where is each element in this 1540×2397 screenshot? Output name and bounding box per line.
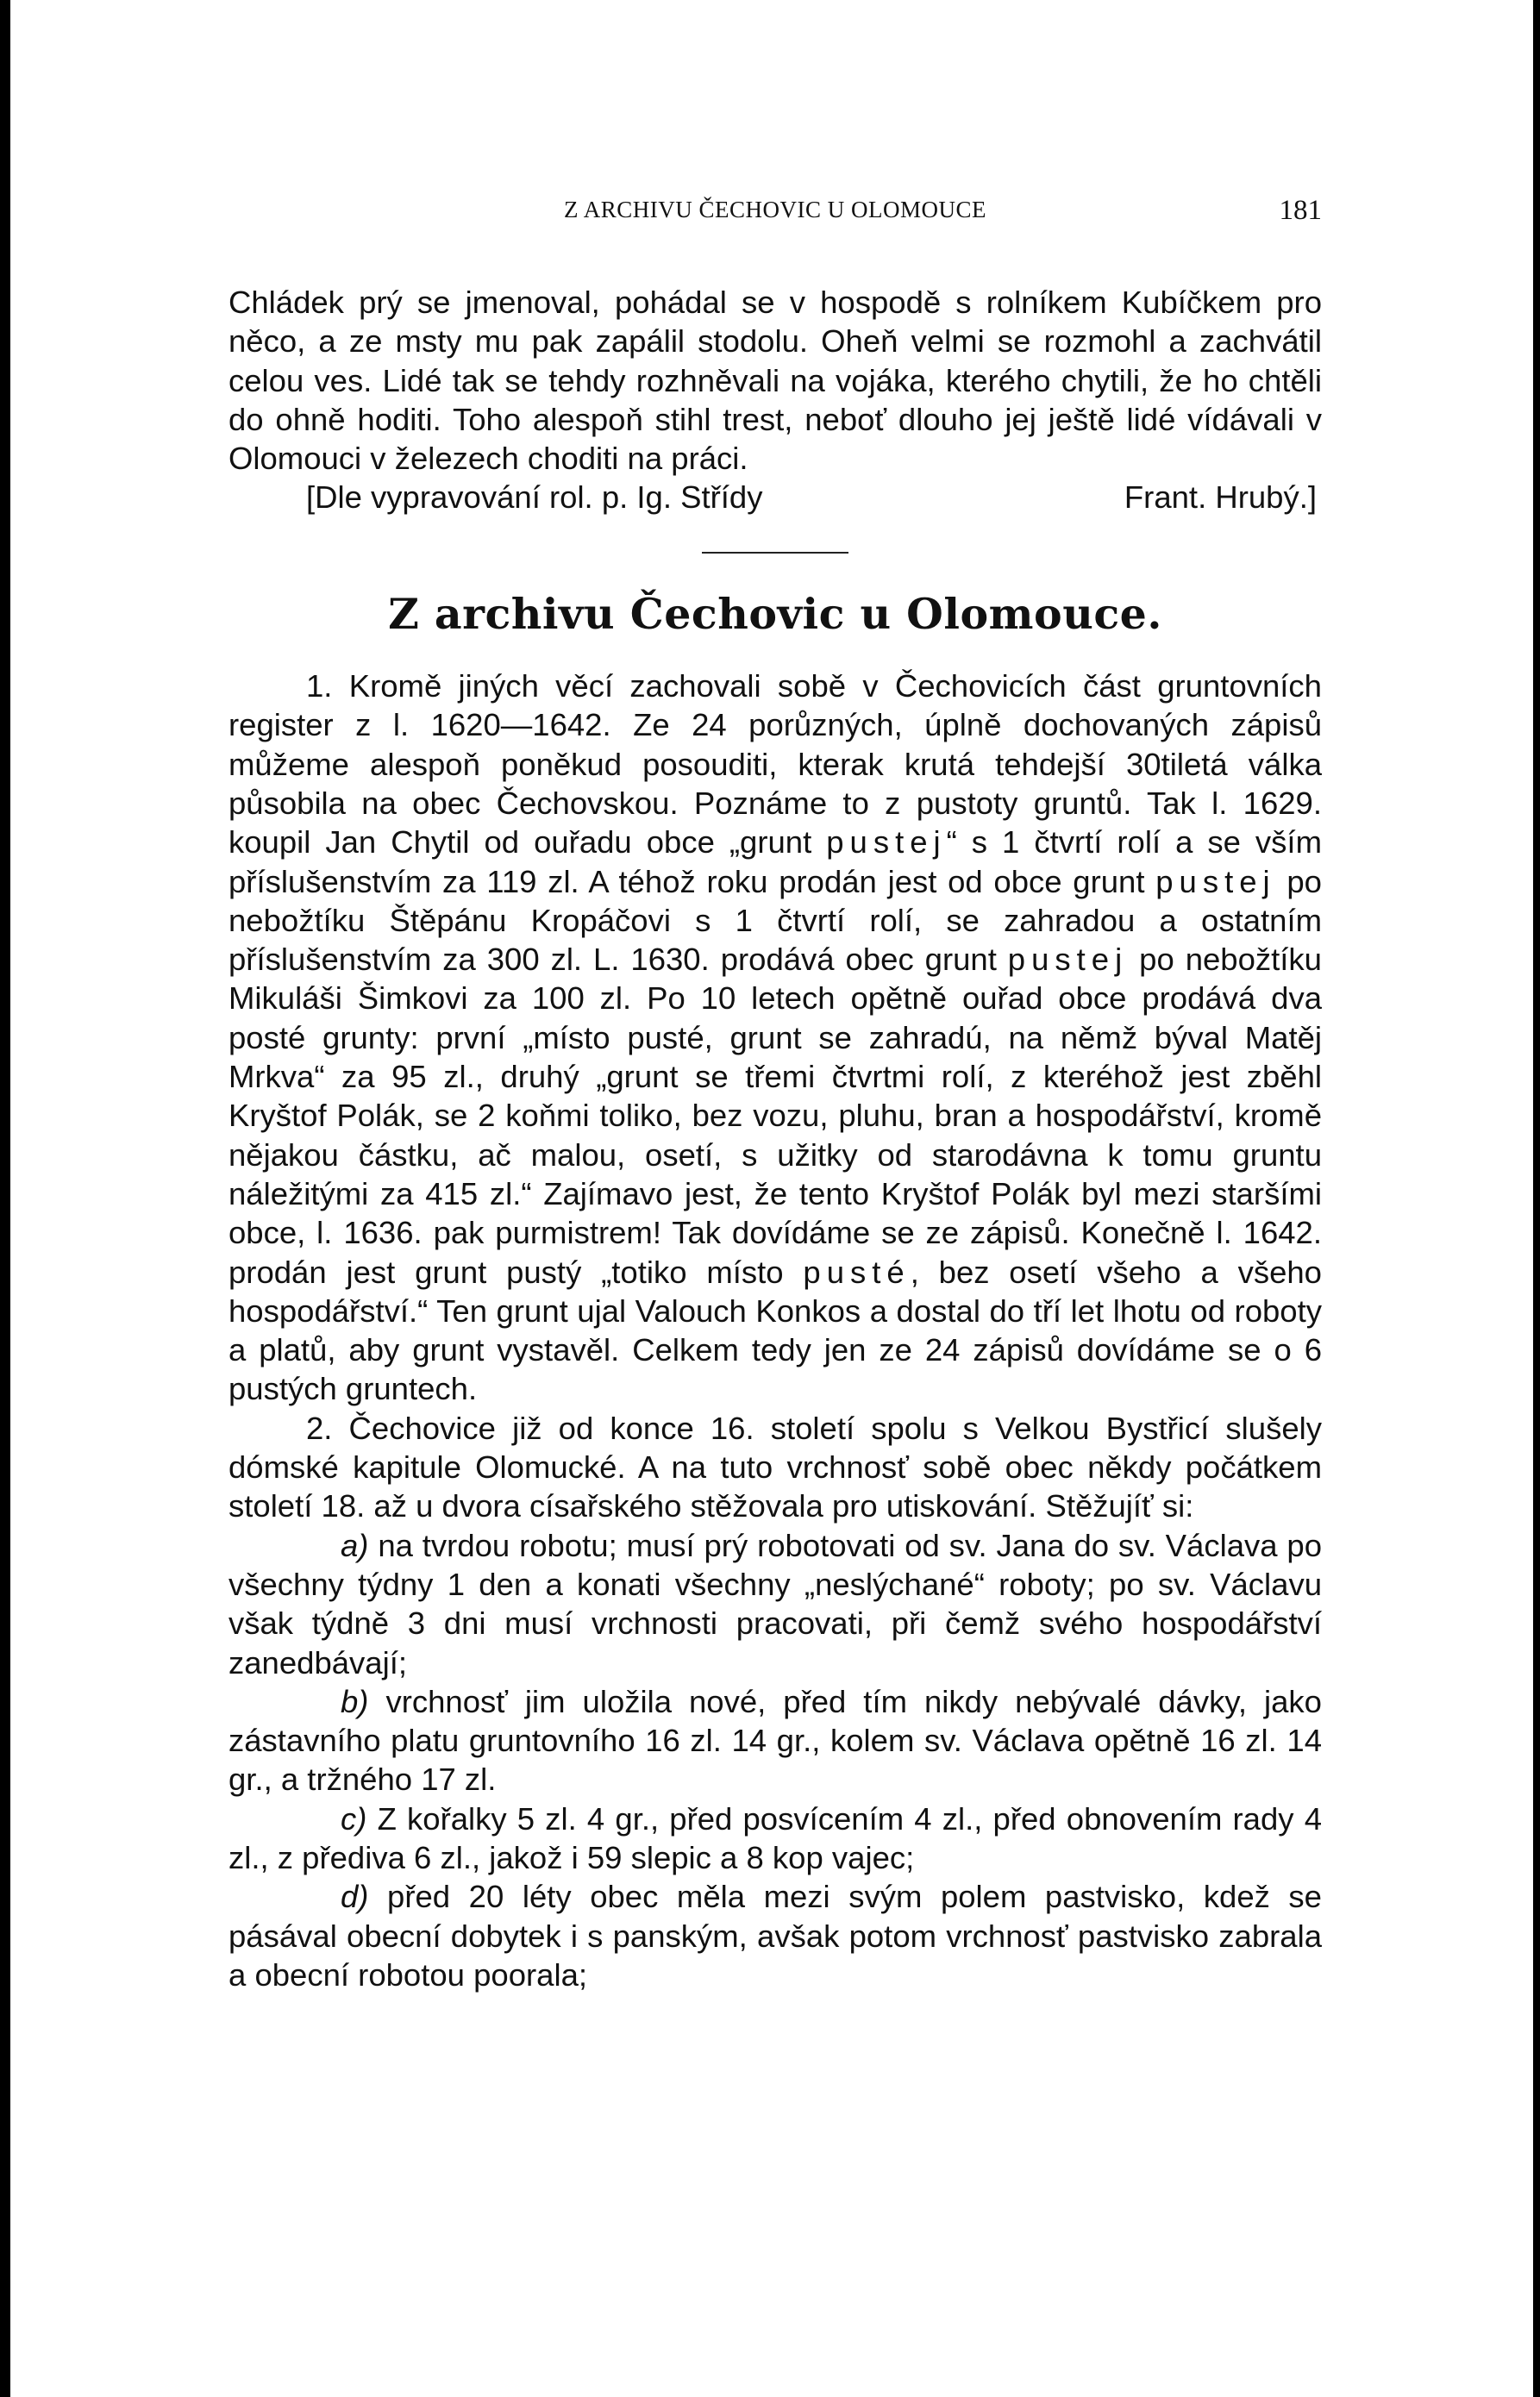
intro-paragraph: Chládek prý se jmenoval, pohádal se v hospodě s rolníkem Kubíčkem pro něco, a ze msty mu pak zapálil stodolu. Oheň velmi se rozmohl a zachvátil celou ves. Lidé tak se tehdy rozhněvali na vojáka, kterého chytili, že ho chtěli do ohně hoditi. Toho alespoň stihl trest, neboť dlouho jej ještě lidé vídávali v Olomouci v železech choditi na práci. xyxy=(228,285,1322,477)
paragraph-2: 2. Čechovice již od konce 16. století spolu s Velkou Bystřicí slušely dómské kapitule Olomucké. A na tuto vrchnosť sobě obec někdy počátkem století 18. až u dvora císařského stěžovala pro utiskování. Stěžujíť si: xyxy=(228,1410,1322,1524)
p1-text-a: 1. Kromě jiných věcí zachovali sobě v Čechovicích část gruntovních register z l. 1620—1642. Ze 24 porůzných, úplně dochovaných zápisů můžeme alespoň poněkud posouditi, kterak krutá tehdejší 30tiletá válka působila na obec Čechovskou. Poznáme to z pustoty gruntů. Tak l. 1629. koupil Jan Chytil od ouřadu obce „grunt xyxy=(228,668,1322,861)
paragraph-1 xyxy=(228,667,1322,1409)
p1-emphasis-4: pusté xyxy=(803,1254,911,1290)
p1-emphasis-1: pustej xyxy=(826,824,947,861)
p1-text-b: “ s 1 čtvrtí rolí a se vším příslušenstvím za 119 zl. A téhož roku prodán jest od obce grunt xyxy=(228,824,1322,899)
complaint-letter: b) xyxy=(341,1683,369,1719)
p1-emphasis-2: pustej xyxy=(1155,863,1276,899)
p1-text-f: , bez osetí všeho a všeho hospodářství.“ Ten grunt ujal Valouch Konkos a dostal do tří let lhotu od roboty a platů, aby grunt vystavěl. Celkem tedy jen ze 24 zápisů dovídáme se o 6 pustých gruntech. xyxy=(228,1254,1322,1407)
p1-emphasis-3: pustej xyxy=(1007,942,1129,978)
running-title: Z ARCHIVU ČECHOVIC U OLOMOUCE xyxy=(563,197,986,222)
complaint-letter: d) xyxy=(341,1879,369,1915)
complaint-b xyxy=(228,1682,1322,1799)
complaint-text: na tvrdou robotu; musí prý robotovati od sv. Jana do sv. Václava po všechny týdny 1 den a konati všechny „neslýchané“ roboty; po sv. Václavu však týdně 3 dni musí vrchnosti pracovati, při čemž svého hospodářství zanedbávají; xyxy=(228,1527,1322,1680)
complaint-letter: c) xyxy=(341,1800,367,1837)
body-text xyxy=(228,283,1322,1994)
p1-text-d: po nebožtíku Mikuláši Šimkovi za 100 zl. Po 10 letech opětně ouřad obce prodává dva posté grunty: první „místo pusté, grunt se zahradú, na němž býval Matěj Mrkva“ za 95 zl., druhý „grunt se třemi čtvrtmi rolí, z kteréhož jest zběhl Kryštof Polák, se 2 koňmi toliko, bez vozu, pluhu, bran a hospodářství, kromě nějakou částku, ač malou, osetí, s užitky od starodávna k tomu gruntu náležitými za 415 zl.“ Zajímavo jest, že tento Kryštof Polák byl mezi staršími obce, l. 1636. pak purmistrem! Tak dovídáme se ze zápisů. Konečně l. 1642. prodán jest grunt pustý „totiko místo xyxy=(228,942,1322,1290)
section-divider xyxy=(702,552,848,554)
p1-text-c: po nebožtíku Štěpánu Kropáčovi s 1 čtvrtí rolí, se zahradou a ostatním příslušenstvím za 300 zl. L. 1630. prodává obec grunt xyxy=(228,863,1322,978)
complaint-c xyxy=(228,1799,1322,1878)
complaint-text: vrchnosť jim uložila nové, před tím nikdy nebývalé dávky, jako zástavního platu gruntovního 16 zl. 14 gr., kolem sv. Václava opětně 16 zl. 14 gr., a tržného 17 zl. xyxy=(228,1683,1322,1798)
section-title: Z archivu Čechovic u Olomouce. xyxy=(388,588,1162,639)
complaint-text: Z kořalky 5 zl. 4 gr., před posvícením 4 zl., před obnovením rady 4 zl., z přediva 6 zl., jakož i 59 slepic a 8 kop vajec; xyxy=(228,1800,1322,1875)
attribution-source: [Dle vypravování rol. p. Ig. Střídy xyxy=(306,479,763,516)
complaint-letter: a) xyxy=(341,1527,369,1563)
attribution xyxy=(228,478,1322,516)
attribution-author: Frant. Hrubý.] xyxy=(1124,479,1317,516)
complaint-d xyxy=(228,1877,1322,1994)
scan-edge-left xyxy=(0,0,10,2397)
running-head xyxy=(228,172,1322,224)
complaint-a xyxy=(228,1526,1322,1682)
page xyxy=(228,172,1322,1994)
complaint-text: před 20 léty obec měla mezi svým polem pastvisko, kdež se pásával obecní dobytek i s panským, avšak potom vrchnosť pastvisko zabrala a obecní robotou poorala; xyxy=(228,1879,1322,1993)
scan-edge-right xyxy=(1533,0,1540,2397)
page-number: 181 xyxy=(1279,195,1322,226)
